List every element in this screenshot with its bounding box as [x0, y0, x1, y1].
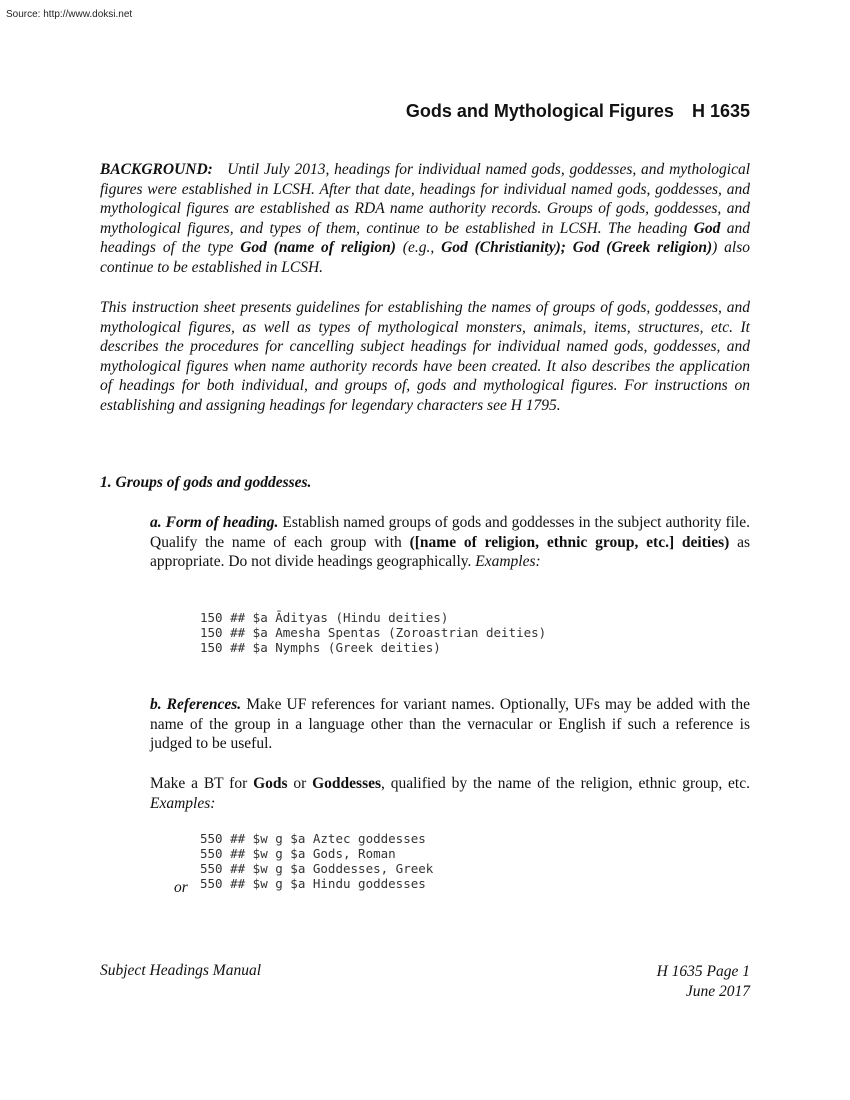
background-bold-3: God (Christianity); God (Greek religion) [441, 239, 713, 257]
background-text-4: ) also continue to be established in LCSH. [100, 239, 751, 276]
subsection-b-paragraph [150, 695, 750, 754]
background-text-2: and headings of the type [100, 219, 751, 257]
subsection-a-text-1: Establish named groups of gods and goddesses in the subject authority file. Qualify the name of each group with [150, 514, 751, 551]
footer-page-number: H 1635 Page 1 [656, 963, 750, 980]
code-line: 550 ## $w g $a Aztec goddesses [200, 831, 426, 846]
subsection-b-text-1: Make UF references for variant names. Optionally, UFs may be added with the name of the group in a language other than the vernacular or English if such a reference is judged to be useful. [150, 696, 750, 753]
intro-paragraph: This instruction sheet presents guidelines for establishing the names of groups of gods, goddesses, and mythological figures, as well as types of mythological monsters, animals, items, structures, etc. It describes the procedures for cancelling subject headings for individual named gods, goddesses, and mythological figures when name authority records have been created. It also describes the application of headings for both individual, and groups of, gods and mythological figures. For instructions on establishing and assigning headings for legendary characters see H 1795. [100, 299, 750, 414]
code-line: 150 ## $a Nymphs (Greek deities) [200, 640, 441, 655]
code-line: 150 ## $a Amesha Spentas (Zoroastrian deities) [200, 625, 547, 640]
bt-text-1: Make a BT for [150, 775, 254, 792]
subsection-a-label: a. Form of heading. [150, 514, 279, 531]
background-paragraph [100, 160, 750, 278]
bt-text-3: , qualified by the name of the religion, ethnic group, etc. [381, 775, 750, 792]
subsection-b-label: b. References. [150, 696, 242, 713]
code-examples-b [200, 831, 433, 891]
page-title [406, 101, 750, 122]
subsection-a-text-2: as appropriate. Do not divide headings geographically. [150, 533, 751, 571]
code-line: 550 ## $w g $a Goddesses, Greek [200, 861, 434, 876]
title-text: Gods and Mythological Figures [405, 101, 674, 121]
background-label: BACKGROUND: [100, 161, 213, 178]
bt-text-2: or [287, 775, 313, 792]
background-text-3: (e.g., [395, 239, 442, 257]
bt-bold-2: Goddesses [312, 775, 382, 792]
footer-date: June 2017 [685, 983, 750, 1000]
code-line: 550 ## $w g $a Gods, Roman [200, 846, 396, 861]
subsection-a-paragraph [150, 513, 750, 572]
footer-page-info [657, 962, 750, 1002]
subsection-b-examples-label: Examples: [150, 794, 216, 812]
code-line: 550 ## $w g $a Hindu goddesses [200, 876, 426, 891]
footer-manual-name: Subject Headings Manual [100, 962, 262, 979]
background-text-1: Until July 2013, headings for individual named gods, goddesses, and mythological figures were established in LCSH. After that date, headings for individual named gods, goddesses, and mythological figures are established as RDA name authority records. Groups of gods, goddesses, and mythological figures, and types of them, continue to be established in LCSH. The heading [100, 161, 751, 237]
subsection-a-examples-label: Examples: [475, 553, 541, 571]
source-line: Source: http://www.doksi.net [6, 9, 133, 20]
subsection-a-bold: ([name of religion, ethnic group, etc.] deities) [409, 533, 730, 551]
or-label: or [174, 879, 188, 896]
code-examples-a [200, 610, 546, 655]
section-heading: 1. Groups of gods and goddesses. [100, 474, 312, 491]
bt-bold-1: Gods [253, 775, 288, 792]
subsection-b-paragraph-2 [150, 774, 750, 813]
background-bold-2: God (name of religion) [240, 239, 396, 257]
document-code: H 1635 [691, 101, 750, 121]
background-bold-1: God [693, 219, 721, 237]
code-line: 150 ## $a Ādityas (Hindu deities) [200, 610, 449, 625]
